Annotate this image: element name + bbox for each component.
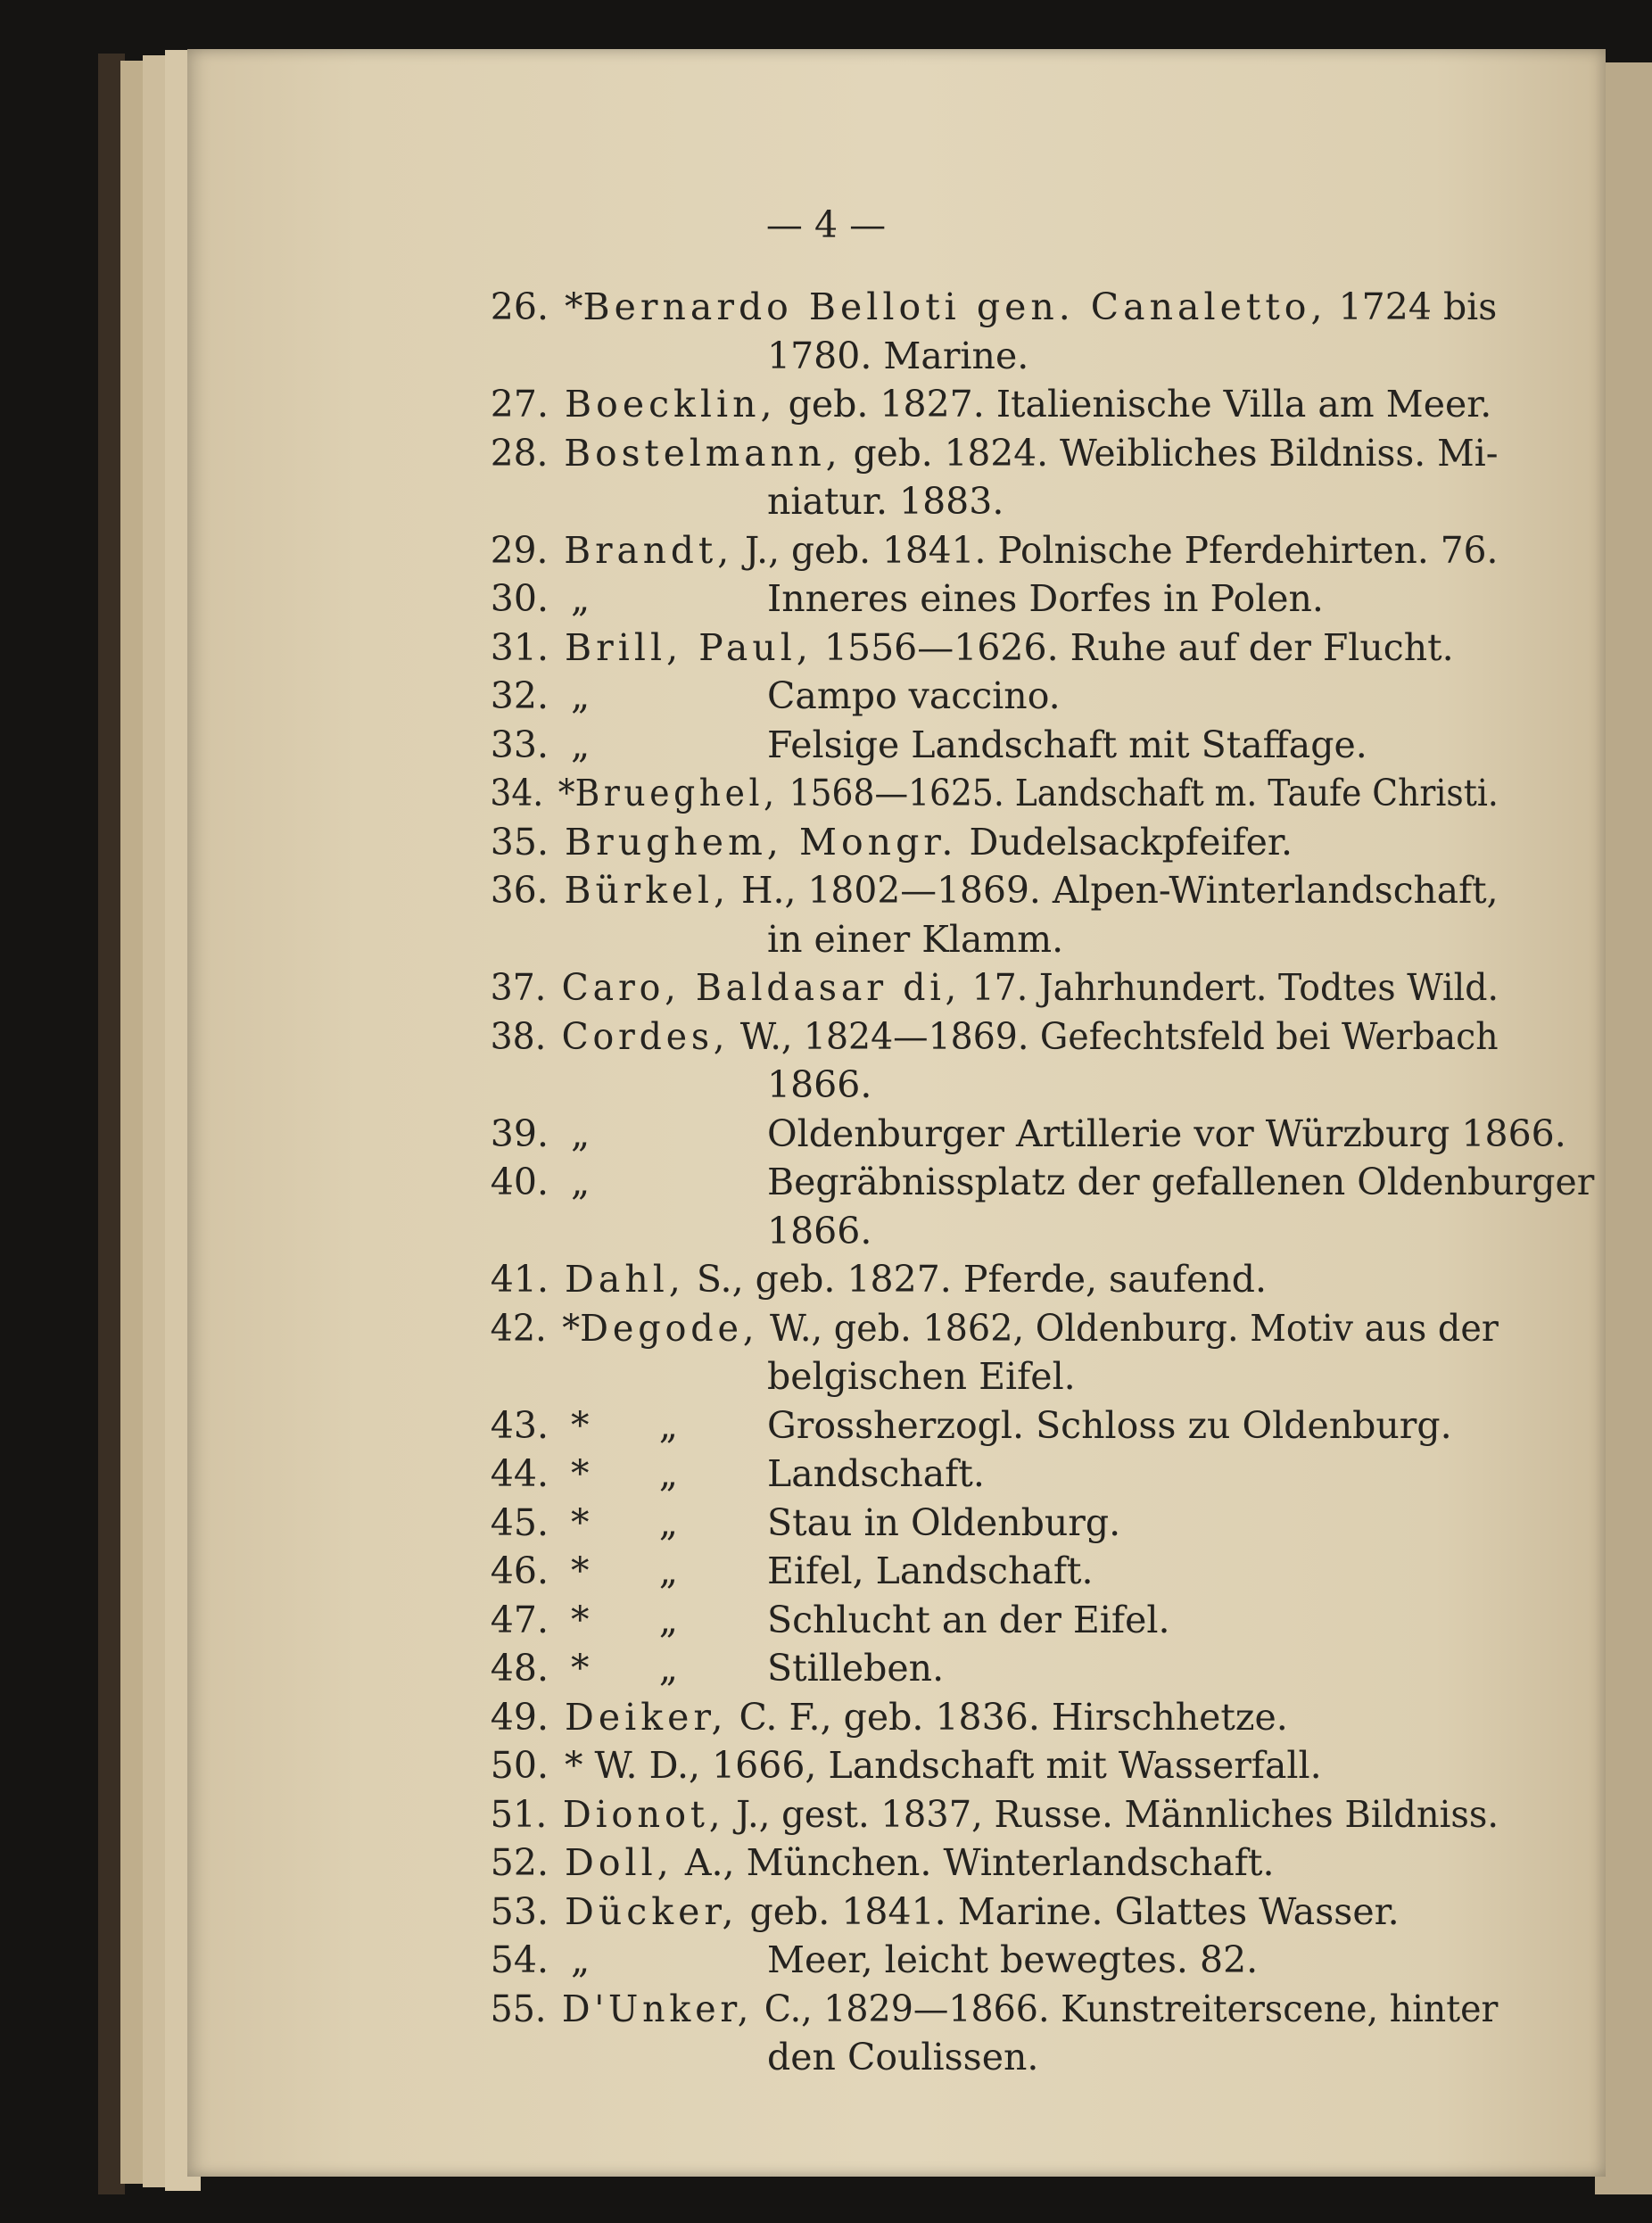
entry-text: Stilleben. xyxy=(767,1647,945,1690)
entry-number: 35. xyxy=(490,820,549,864)
entry-number: 29. xyxy=(490,528,549,572)
artist-name: Bostelmann, xyxy=(564,431,842,475)
entry-text: C., 1829—1866. Kunstreiterscene, hinter xyxy=(753,1987,1499,2030)
entry-number: 26. xyxy=(490,285,549,328)
page-number: — 4 — xyxy=(765,203,887,246)
entry-text: Campo vaccino. xyxy=(767,674,1061,717)
catalogue-entry xyxy=(486,1548,1094,1594)
entry-text: C. F., geb. 1836. Hirschhetze. xyxy=(727,1695,1288,1739)
entry-text: * W. D., 1666, Landschaft mit Wasserfall. xyxy=(565,1744,1322,1787)
catalogue-entry xyxy=(486,1839,1275,1886)
entry-continuation: den Coulissen. xyxy=(767,2036,1039,2078)
entry-body xyxy=(562,964,1499,1011)
catalogue-entry xyxy=(486,1013,1499,1060)
artist-name: Boecklin, xyxy=(565,383,777,426)
entry-number: 52. xyxy=(490,1841,549,1884)
entry-body xyxy=(565,867,1499,913)
entry-body xyxy=(562,1986,1499,2032)
artist-name: Degode, xyxy=(580,1306,759,1350)
entry-text: H., 1802—1869. Alpen-Winterlandschaft, xyxy=(730,869,1499,912)
entry-body xyxy=(558,770,1499,816)
catalogue-entry xyxy=(486,1402,1452,1449)
ditto-mark: * „ xyxy=(571,1647,678,1690)
artist-name: Doll, xyxy=(565,1841,673,1884)
entry-number: 33. xyxy=(490,723,549,766)
entry-number: 38. xyxy=(490,1014,547,1058)
entry-continuation: 1780. Marine. xyxy=(767,334,1029,377)
entry-text: 1724 bis xyxy=(1326,285,1498,328)
ditto-mark: * „ xyxy=(571,1549,678,1592)
artist-name: Brueghel, xyxy=(574,772,779,814)
catalogue-entry xyxy=(486,964,1499,1011)
entry-continuation: 1866. xyxy=(767,1063,872,1106)
entry-text: Landschaft. xyxy=(767,1452,985,1495)
entry-number: 46. xyxy=(490,1549,549,1592)
catalogue-entry xyxy=(486,1159,1595,1205)
entry-body xyxy=(564,527,1498,574)
entry-number: 30. xyxy=(490,577,549,620)
catalogue-entry xyxy=(486,1500,1121,1546)
entry-number: 39. xyxy=(490,1112,549,1155)
entry-text: A., München. Winterlandschaft. xyxy=(673,1841,1275,1884)
asterisk-mark: * xyxy=(565,285,583,328)
ditto-mark: * „ xyxy=(571,1452,678,1495)
entry-text: Schlucht an der Eifel. xyxy=(767,1598,1170,1641)
entry-number: 36. xyxy=(490,869,549,912)
entry-text: Grossherzogl. Schloss zu Oldenburg. xyxy=(767,1403,1452,1447)
catalogue-entry xyxy=(486,1937,1259,1983)
asterisk-mark: * xyxy=(562,1306,581,1350)
entry-body xyxy=(565,1888,1400,1935)
entry-number: 32. xyxy=(490,674,549,717)
entry-text: Stau in Oldenburg. xyxy=(767,1500,1121,1544)
catalogue-entry xyxy=(486,819,1293,865)
artist-name: Cordes, xyxy=(561,1014,730,1058)
entry-number: 50. xyxy=(490,1744,549,1787)
entry-body xyxy=(563,1791,1499,1838)
artist-name: Bürkel, xyxy=(564,869,731,912)
entry-continuation: 1866. xyxy=(767,1209,872,1252)
entry-text: S., geb. 1827. Pferde, saufend. xyxy=(684,1258,1268,1301)
entry-number: 28. xyxy=(490,431,549,475)
ditto-mark: „ xyxy=(571,1112,591,1155)
entry-number: 27. xyxy=(490,383,549,426)
entry-number: 47. xyxy=(490,1598,549,1641)
catalogue-entry xyxy=(486,1742,1322,1789)
ditto-mark: * „ xyxy=(571,1403,678,1447)
catalogue-entry xyxy=(486,1645,945,1691)
catalogue-entry xyxy=(486,1791,1499,1838)
entry-number: 51. xyxy=(490,1792,548,1836)
entry-number: 34. xyxy=(490,772,544,814)
entry-body xyxy=(565,1839,1275,1886)
entry-text: geb. 1824. Weibliches Bildniss. Mi- xyxy=(841,431,1499,475)
entry-text: 17. Jahrhundert. Todtes Wild. xyxy=(961,966,1499,1009)
entry-number: 31. xyxy=(490,625,549,669)
entry-text: 1568—1625. Landschaft m. Taufe Christi. xyxy=(778,772,1499,814)
ditto-mark: „ xyxy=(571,1161,591,1203)
ditto-mark: „ xyxy=(571,723,591,766)
artist-name: Brill, Paul, xyxy=(565,625,813,669)
entry-body xyxy=(565,284,1497,330)
catalogue-entry xyxy=(486,673,1061,719)
artist-name: Dionot, xyxy=(562,1792,725,1836)
artist-name: Dücker, xyxy=(565,1889,739,1933)
catalogue-entry xyxy=(486,1305,1499,1351)
catalogue-entry xyxy=(486,1256,1267,1302)
artist-name: D'Unker, xyxy=(561,1987,754,2030)
entry-continuation: niatur. 1883. xyxy=(767,480,1004,523)
entry-continuation: in einer Klamm. xyxy=(767,917,1064,961)
entry-number: 53. xyxy=(490,1889,549,1933)
entry-text: Eifel, Landschaft. xyxy=(767,1549,1094,1592)
catalogue-entry xyxy=(486,1450,985,1497)
artist-name: Brandt, xyxy=(564,528,734,572)
entry-number: 41. xyxy=(490,1258,549,1301)
entry-text: W., 1824—1869. Gefechtsfeld bei Werbach xyxy=(729,1014,1499,1058)
catalogue-entry xyxy=(486,1111,1566,1157)
entry-body xyxy=(565,1742,1322,1789)
entry-number: 43. xyxy=(490,1403,549,1447)
entry-body xyxy=(562,1305,1499,1351)
entry-text: geb. 1827. Italienische Villa am Meer. xyxy=(776,383,1492,426)
entry-text: geb. 1841. Marine. Glattes Wasser. xyxy=(738,1889,1400,1933)
entry-body xyxy=(565,819,1293,865)
entry-text: Oldenburger Artillerie vor Würzburg 1866. xyxy=(767,1112,1566,1155)
entry-text: W., geb. 1862, Oldenburg. Motiv aus der xyxy=(758,1306,1499,1350)
entry-text: Meer, leicht bewegtes. 82. xyxy=(767,1938,1259,1981)
entry-number: 42. xyxy=(490,1306,547,1350)
catalogue-entry xyxy=(486,1888,1400,1935)
ditto-mark: „ xyxy=(571,674,591,717)
artist-name: Caro, Baldasar di, xyxy=(561,966,962,1009)
catalogue-entry xyxy=(486,1597,1170,1643)
artist-name: Dahl, xyxy=(565,1258,685,1301)
catalogue-entry xyxy=(486,722,1367,768)
entry-text: J., geb. 1841. Polnische Pferdehirten. 76. xyxy=(733,528,1499,572)
artist-name: Bernardo Belloti gen. Canaletto, xyxy=(582,285,1327,328)
entry-text: Begräbnissplatz der gefallenen Oldenburger xyxy=(767,1161,1595,1203)
entry-body xyxy=(562,1013,1499,1060)
artist-name: Deiker, xyxy=(565,1695,728,1739)
catalogue-entry xyxy=(486,1694,1288,1740)
catalogue-entry xyxy=(486,527,1498,574)
entry-body xyxy=(564,430,1498,476)
catalogue-entry xyxy=(486,284,1497,330)
entry-continuation: belgischen Eifel. xyxy=(767,1355,1076,1398)
catalogue-entry xyxy=(486,430,1499,476)
ditto-mark: * „ xyxy=(571,1598,678,1641)
entry-number: 44. xyxy=(490,1452,549,1495)
entry-text: Inneres eines Dorfes in Polen. xyxy=(767,577,1324,620)
artist-name: Brughem, Mongr. xyxy=(565,820,958,864)
entry-text: J., gest. 1837, Russe. Männliches Bildniss. xyxy=(724,1792,1499,1836)
entry-number: 45. xyxy=(490,1500,549,1544)
catalogue-entry xyxy=(486,770,1499,816)
entry-number: 55. xyxy=(490,1987,547,2030)
ditto-mark: „ xyxy=(571,1938,591,1981)
entry-body xyxy=(565,624,1454,671)
catalogue-entry xyxy=(486,1986,1498,2032)
entry-number: 40. xyxy=(490,1161,549,1203)
entry-body xyxy=(565,1256,1267,1302)
entry-number: 48. xyxy=(490,1647,549,1690)
entry-body xyxy=(565,381,1491,427)
entry-number: 54. xyxy=(490,1938,549,1981)
catalogue-entry xyxy=(486,381,1491,427)
entry-text: Felsige Landschaft mit Staffage. xyxy=(767,723,1367,766)
entry-body xyxy=(565,1694,1288,1740)
catalogue-entry xyxy=(486,867,1499,913)
entry-number: 49. xyxy=(490,1695,549,1739)
ditto-mark: „ xyxy=(571,577,591,620)
ditto-mark: * „ xyxy=(571,1500,678,1544)
entry-text: 1556—1626. Ruhe auf der Flucht. xyxy=(812,625,1454,669)
entry-number: 37. xyxy=(490,966,547,1009)
catalogue-entry xyxy=(486,624,1454,671)
asterisk-mark: * xyxy=(558,772,575,814)
entry-text: Dudelsackpfeifer. xyxy=(957,820,1293,864)
catalogue-entry xyxy=(486,575,1324,622)
